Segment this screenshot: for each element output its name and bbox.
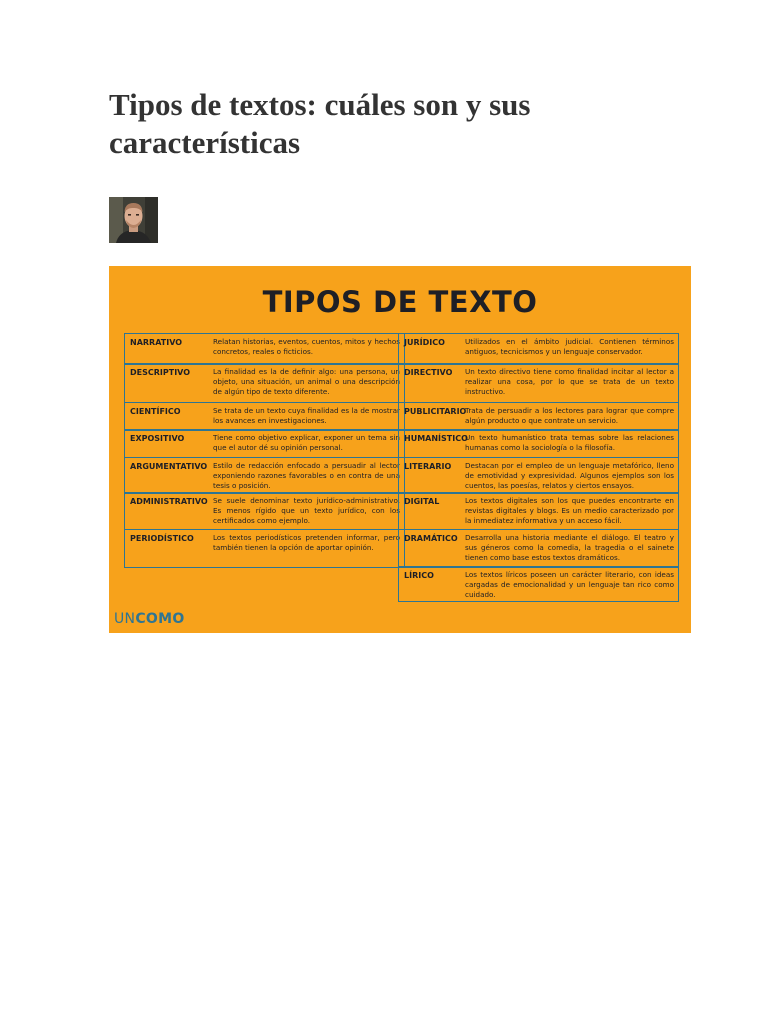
type-description: La finalidad es la de definir algo: una persona, un objeto, una situación, un animal o una descripción de algún tipo de texto diferente.	[213, 367, 400, 396]
left-column	[124, 334, 405, 568]
type-name: DRAMÁTICO	[404, 533, 458, 543]
type-description: Trata de persuadir a los lectores para lograr que compre algún producto o que contrate un servicio.	[465, 405, 674, 425]
type-row-descriptivo	[124, 363, 405, 403]
type-description: Utilizados en el ámbito judicial. Contienen términos antiguos, tecnicismos y un lenguaje conservador.	[465, 336, 674, 356]
type-row-narrativo	[124, 333, 405, 365]
avatar-photo	[109, 197, 158, 243]
type-row-dramatico	[398, 529, 679, 568]
type-name: ADMINISTRATIVO	[130, 497, 208, 506]
type-name: HUMANÍSTICO	[404, 434, 468, 443]
type-description: Relatan historias, eventos, cuentos, mitos y hechos concretos, reales o ficticios.	[213, 336, 400, 356]
right-column	[398, 334, 679, 602]
text-types-infographic	[109, 266, 691, 633]
type-description: Los textos líricos poseen un carácter literario, con ideas cargadas de emocionalidad y un lenguaje tan rico como cuidado.	[465, 570, 674, 599]
type-description: Destacan por el empleo de un lenguaje metafórico, lleno de emotividad y expresividad. Algunos ejemplos son los cuentos, las poesías, relatos y ciertos ensayos.	[465, 460, 674, 490]
uncomo-logo	[114, 611, 185, 627]
type-name: EXPOSITIVO	[130, 434, 185, 443]
type-row-juridico	[398, 333, 679, 365]
article-title: Tipos de textos: cuáles son y sus características	[109, 87, 531, 160]
type-description: Un texto humanístico trata temas sobre las relaciones humanas como la sociología o la filosofía.	[465, 433, 674, 452]
logo-suffix: COMO	[135, 611, 185, 627]
type-name: NARRATIVO	[130, 337, 183, 347]
type-name: DIGITAL	[404, 497, 440, 506]
type-name: DESCRIPTIVO	[130, 368, 191, 377]
type-description: Desarrolla una historia mediante el diálogo. El teatro y sus géneros como la comedia, la tragedia o el sainete tienen como base estos textos dramáticos.	[465, 532, 674, 562]
type-description: Los textos periodísticos pretenden informar, pero también tienen la opción de aportar opinión.	[213, 532, 400, 552]
type-description: Se trata de un texto cuya finalidad es la de mostrar los avances en investigaciones.	[213, 405, 400, 425]
type-name: JURÍDICO	[404, 337, 445, 347]
type-row-directivo	[398, 363, 679, 403]
type-name: PUBLICITARIO	[404, 406, 467, 416]
type-description: Un texto directivo tiene como finalidad incitar al lector a realizar una cosa, por lo que se trata de un texto instructivo.	[465, 367, 674, 396]
type-name: CIENTÍFICO	[130, 406, 181, 416]
type-name: DIRECTIVO	[404, 368, 453, 377]
type-row-literario	[398, 457, 679, 494]
type-row-argumentativo	[124, 457, 405, 494]
type-description: Tiene como objetivo explicar, exponer un tema sin que el autor dé su opinión personal.	[213, 433, 400, 452]
author-avatar[interactable]	[109, 197, 158, 243]
type-row-administrativo	[124, 492, 405, 530]
type-description: Estilo de redacción enfocado a persuadir al lector exponiendo razones favorables o en contra de una tesis o posición.	[213, 460, 400, 490]
type-name: PERIODÍSTICO	[130, 533, 194, 543]
type-description: Los textos digitales son los que puedes encontrarte en revistas digitales y blogs. Es un medio caracterizado por la inmediatez informativa y un acceso fácil.	[465, 496, 674, 525]
type-description: Se suele denominar texto jurídico-administrativo. Es menos rígido que un texto jurídico, con los certificados como ejemplo.	[213, 496, 400, 525]
type-row-digital	[398, 492, 679, 530]
type-row-lirico	[398, 566, 679, 602]
type-name: ARGUMENTATIVO	[130, 461, 208, 471]
infographic-title: TIPOS DE TEXTO	[262, 285, 538, 319]
type-row-humanistico	[398, 429, 679, 458]
logo-prefix: UN	[114, 611, 136, 627]
type-row-periodistico	[124, 529, 405, 568]
type-row-cientifico	[124, 402, 405, 431]
type-row-expositivo	[124, 429, 405, 458]
type-name: LITERARIO	[404, 461, 452, 471]
type-row-publicitario	[398, 402, 679, 431]
type-name: LÍRICO	[404, 571, 434, 580]
